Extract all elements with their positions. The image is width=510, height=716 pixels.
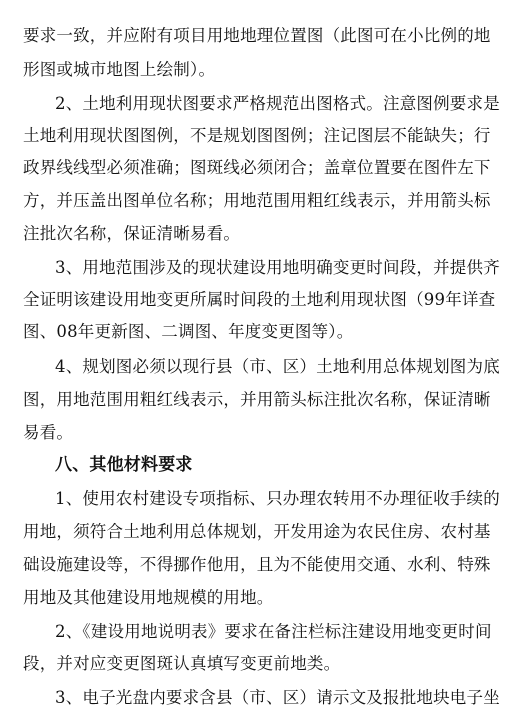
text-line: 用地及其他建设用地规模的用地。 [23, 588, 274, 607]
paragraph-start-line: 3、电子光盘内要求含县（市、区）请示文及报批地块电子坐 [55, 688, 500, 707]
text-line: 段，并对应变更图斑认真填写变更前地类。 [23, 654, 341, 673]
text-line: 用地，须符合土地利用总体规划，开发用途为农民住房、农村基 [23, 522, 491, 541]
text-line: 要求一致，并应附有项目用地地理位置图（此图可在小比例的地 [23, 26, 491, 45]
paragraph-start-line: 4、规划图必须以现行县（市、区）土地利用总体规划图为底 [55, 357, 500, 376]
text-line: 全证明该建设用地变更所属时间段的土地利用现状图（99年详查 [23, 290, 496, 309]
paragraph-start-line: 3、用地范围涉及的现状建设用地明确变更时间段，并提供齐 [55, 258, 500, 277]
text-line: 注批次名称，保证清晰易看。 [23, 224, 241, 243]
text-line: 图、08年更新图、二调图、年度变更图等）。 [23, 322, 354, 341]
paragraph-start-line: 2、《建设用地说明表》要求在备注栏标注建设用地变更时间 [55, 622, 492, 641]
text-line: 土地利用现状图图例，不是规划图图例；注记图层不能缺失；行 [23, 126, 491, 145]
text-line: 方，并压盖出图单位名称；用地范围用粗红线表示，并用箭头标 [23, 191, 491, 210]
text-line: 政界线线型必须准确；图斑线必须闭合；盖章位置要在图件左下 [23, 158, 491, 177]
text-line: 图，用地范围用粗红线表示，并用箭头标注批次名称，保证清晰 [23, 390, 491, 409]
section-heading: 八、其他材料要求 [55, 455, 193, 475]
text-line: 易看。 [23, 423, 74, 442]
text-line: 础设施建设等，不得挪作他用，且为不能使用交通、水利、特殊 [23, 555, 491, 574]
paragraph-start-line: 2、土地利用现状图要求严格规范出图格式。注意图例要求是 [55, 94, 500, 113]
paragraph-start-line: 1、使用农村建设专项指标、只办理农转用不办理征收手续的 [55, 489, 500, 508]
text-line: 形图或城市地图上绘制）。 [23, 60, 216, 79]
